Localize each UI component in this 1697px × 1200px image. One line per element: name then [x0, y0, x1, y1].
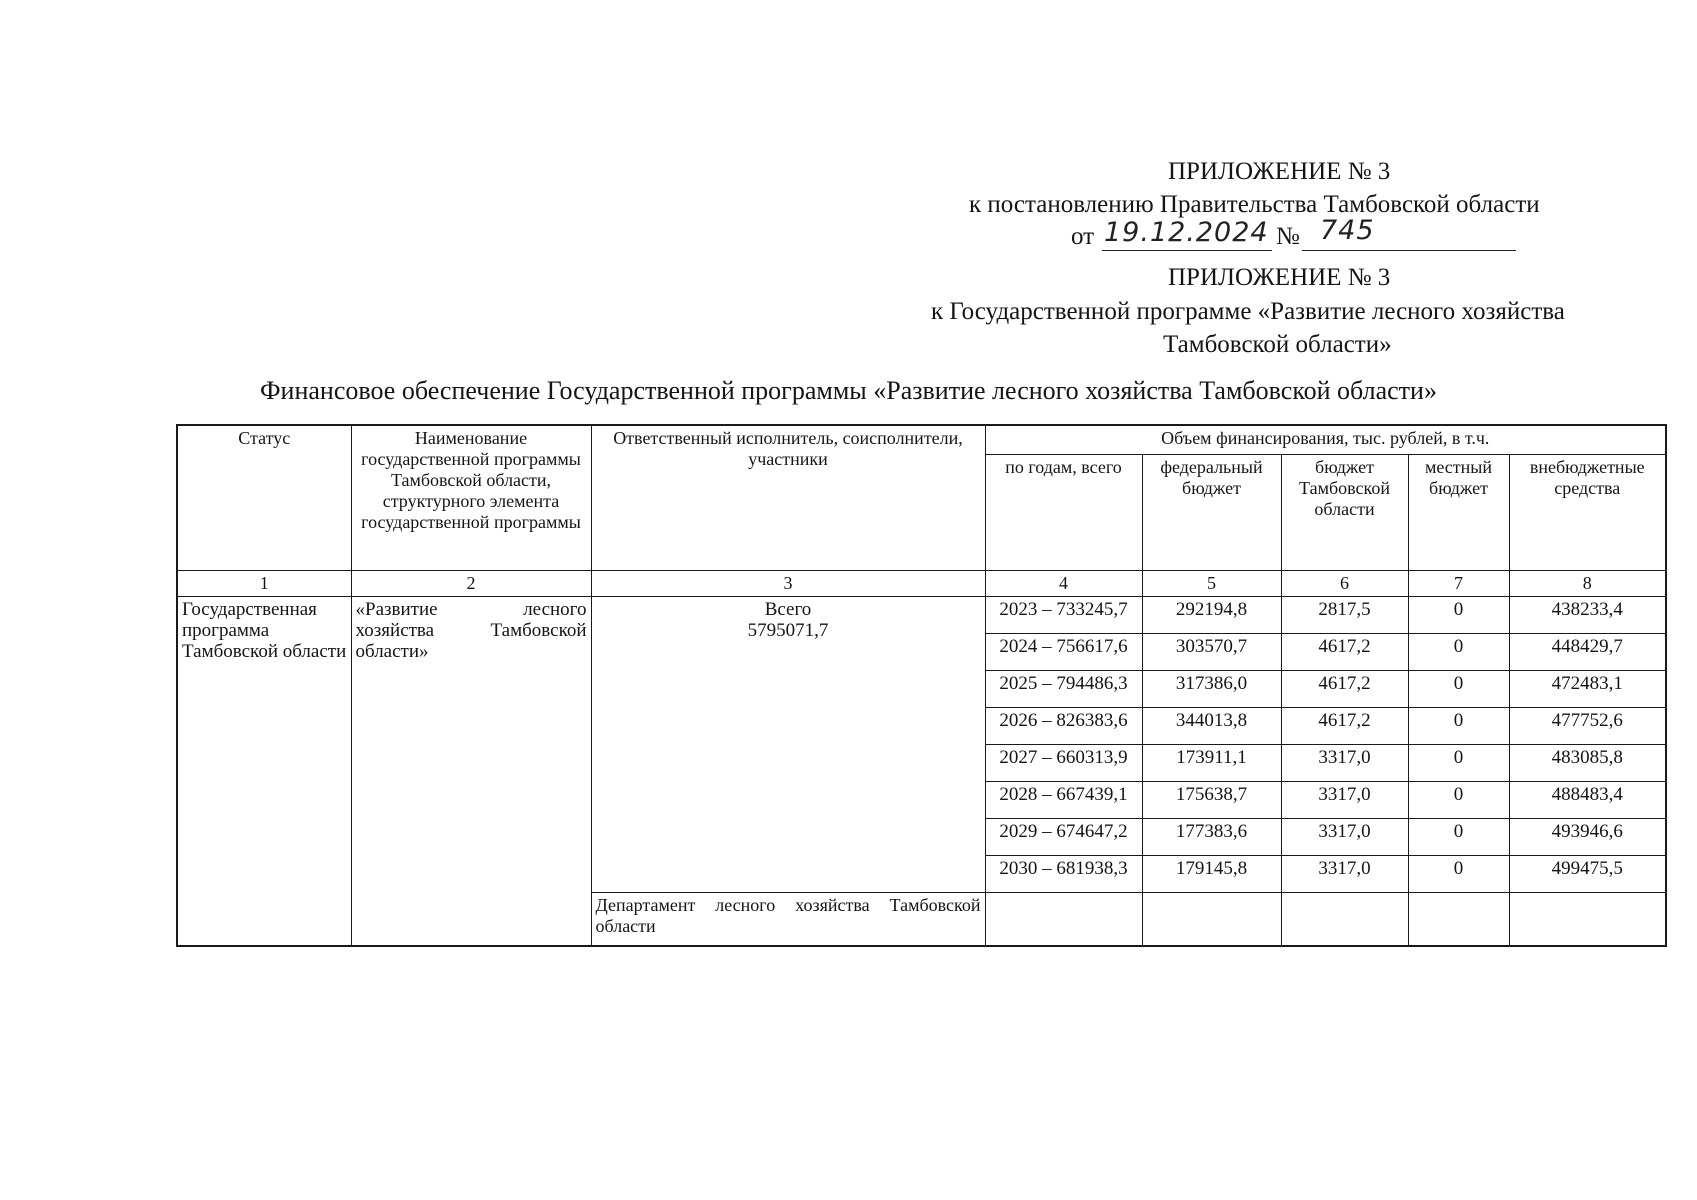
extrabudget-cell: 483085,8 [1509, 745, 1666, 782]
column-number-row [177, 571, 1666, 597]
regional-cell: 3317,0 [1281, 819, 1408, 856]
empty-cell [1142, 893, 1281, 947]
regional-cell: 3317,0 [1281, 745, 1408, 782]
extrabudget-cell: 448429,7 [1509, 634, 1666, 671]
status-cell: Государственная программа Тамбовской области [177, 597, 351, 947]
federal-cell: 179145,8 [1142, 856, 1281, 893]
col-regional-header: бюджет Тамбовской области [1281, 455, 1408, 571]
empty-cell [1281, 893, 1408, 947]
handwritten-number: 745 [1320, 215, 1375, 246]
col-by-years-header: по годам, всего [985, 455, 1142, 571]
column-number: 6 [1281, 571, 1408, 597]
local-cell: 0 [1408, 745, 1509, 782]
date-prefix: от [1071, 223, 1095, 250]
regional-cell: 4617,2 [1281, 708, 1408, 745]
year-total-cell: 2029 – 674647,2 [985, 819, 1142, 856]
federal-cell: 317386,0 [1142, 671, 1281, 708]
empty-cell [985, 893, 1142, 947]
program-name-cell: «Развитие лесного хозяйства Тамбовской области» [351, 597, 591, 947]
financing-table [176, 424, 1667, 947]
column-number: 8 [1509, 571, 1666, 597]
table-row [177, 597, 1666, 634]
col-local-header: местный бюджет [1408, 455, 1509, 571]
year-total-cell: 2028 – 667439,1 [985, 782, 1142, 819]
local-cell: 0 [1408, 634, 1509, 671]
col-executor-header: Ответственный исполнитель, соисполнители, участники [591, 425, 985, 571]
local-cell: 0 [1408, 782, 1509, 819]
year-total-cell: 2026 – 826383,6 [985, 708, 1142, 745]
appendix2-reference-line1: к Государственной программе «Развитие лесного хозяйства [931, 298, 1565, 325]
col-status-header: Статус [177, 425, 351, 571]
appendix2-reference-line2: Тамбовской области» [1163, 331, 1392, 358]
appendix1-title: ПРИЛОЖЕНИЕ № 3 [1168, 158, 1391, 185]
regional-cell: 4617,2 [1281, 671, 1408, 708]
regional-cell: 3317,0 [1281, 856, 1408, 893]
year-total-cell: 2027 – 660313,9 [985, 745, 1142, 782]
year-total-cell: 2023 – 733245,7 [985, 597, 1142, 634]
empty-cell [1408, 893, 1509, 947]
federal-cell: 173911,1 [1142, 745, 1281, 782]
extrabudget-cell: 493946,6 [1509, 819, 1666, 856]
federal-cell: 177383,6 [1142, 819, 1281, 856]
col-federal-header: федеральный бюджет [1142, 455, 1281, 571]
extrabudget-cell: 438233,4 [1509, 597, 1666, 634]
column-number: 5 [1142, 571, 1281, 597]
total-value: 5795071,7 [747, 620, 829, 641]
federal-cell: 175638,7 [1142, 782, 1281, 819]
local-cell: 0 [1408, 856, 1509, 893]
column-number: 7 [1408, 571, 1509, 597]
appendix1-reference: к постановлению Правительства Тамбовской области [969, 191, 1540, 218]
year-total-cell: 2024 – 756617,6 [985, 634, 1142, 671]
regional-cell: 3317,0 [1281, 782, 1408, 819]
year-total-cell: 2025 – 794486,3 [985, 671, 1142, 708]
empty-cell [1509, 893, 1666, 947]
regional-cell: 4617,2 [1281, 634, 1408, 671]
federal-cell: 303570,7 [1142, 634, 1281, 671]
number-label: № [1276, 223, 1300, 250]
federal-cell: 292194,8 [1142, 597, 1281, 634]
col-extrabudget-header: внебюджетные средства [1509, 455, 1666, 571]
regional-cell: 2817,5 [1281, 597, 1408, 634]
extrabudget-cell: 477752,6 [1509, 708, 1666, 745]
extrabudget-cell: 472483,1 [1509, 671, 1666, 708]
local-cell: 0 [1408, 597, 1509, 634]
total-label: Всего [764, 599, 812, 620]
appendix2-title: ПРИЛОЖЕНИЕ № 3 [1168, 264, 1391, 291]
column-number: 1 [177, 571, 351, 597]
document-title: Финансовое обеспечение Государственной программы «Развитие лесного хозяйства Тамбовской области» [260, 376, 1437, 405]
col-funding-group-header: Объем финансирования, тыс. рублей, в т.ч. [985, 425, 1666, 455]
column-number: 4 [985, 571, 1142, 597]
local-cell: 0 [1408, 819, 1509, 856]
local-cell: 0 [1408, 671, 1509, 708]
col-name-header: Наименование государственной программы Тамбовской области, структурного элемента государственной программы [351, 425, 591, 571]
column-number: 3 [591, 571, 985, 597]
local-cell: 0 [1408, 708, 1509, 745]
total-cell [591, 597, 985, 893]
extrabudget-cell: 499475,5 [1509, 856, 1666, 893]
header-row-top [177, 425, 1666, 455]
department-cell: Департамент лесного хозяйства Тамбовской области [591, 893, 985, 947]
handwritten-date: 19.12.2024 [1104, 217, 1269, 248]
column-number: 2 [351, 571, 591, 597]
federal-cell: 344013,8 [1142, 708, 1281, 745]
extrabudget-cell: 488483,4 [1509, 782, 1666, 819]
year-total-cell: 2030 – 681938,3 [985, 856, 1142, 893]
